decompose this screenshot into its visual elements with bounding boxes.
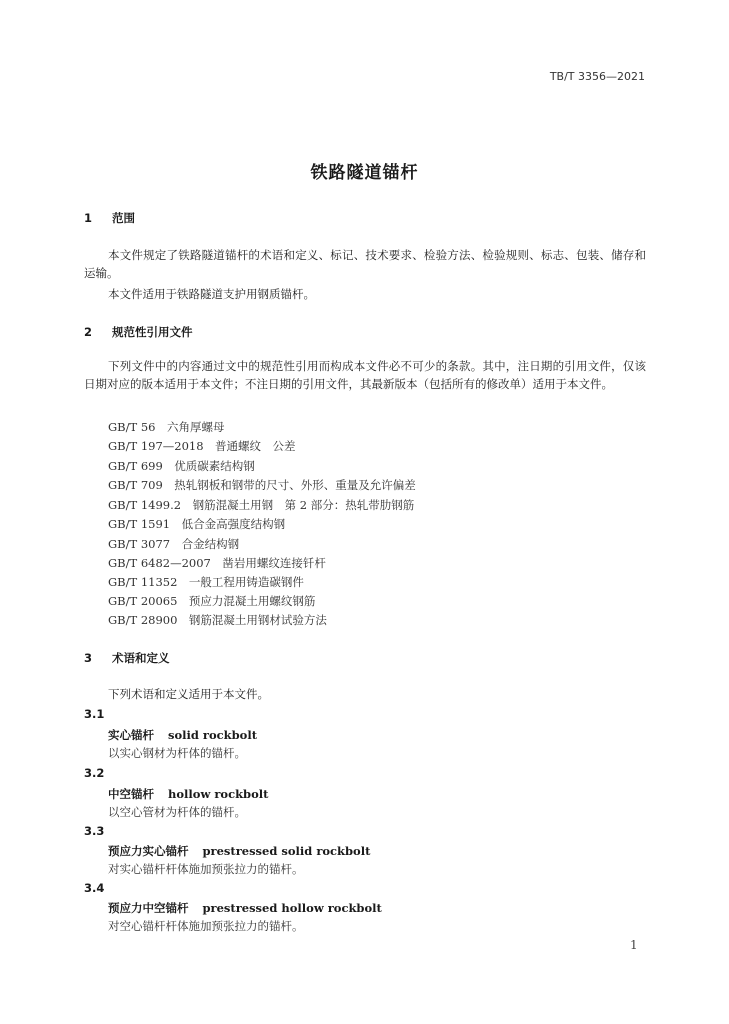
normative-references-intro: 下列文件中的内容通过文中的规范性引用而构成本文件必不可少的条款。其中，注日期的引用文件，仅该日期对应的版本适用于本文件；不注日期的引用文件，其最新版本（包括所有的修改单）适用于本文件。	[84, 359, 646, 391]
term-zh: 预应力实心锚杆	[108, 844, 189, 858]
reference-item: GB/T 699 优质碳素结构钢	[108, 459, 255, 473]
page-number: 1	[630, 938, 638, 952]
term-en: prestressed hollow rockbolt	[202, 901, 382, 915]
term-en: solid rockbolt	[168, 728, 258, 742]
term-en: hollow rockbolt	[168, 787, 269, 801]
section-number: 3	[84, 651, 93, 665]
reference-item: GB/T 197—2018 普通螺纹 公差	[108, 439, 296, 453]
term-zh: 中空锚杆	[108, 787, 154, 801]
scope-paragraph-2: 本文件适用于铁路隧道支护用钢质锚杆。	[108, 287, 315, 301]
document-title: 铁路隧道锚杆	[310, 163, 419, 183]
scope-paragraph-1: 本文件规定了铁路隧道锚杆的术语和定义、标记、技术要求、检验方法、检验规则、标志、包装、储存和运输。	[84, 248, 646, 280]
reference-item: GB/T 1499.2 钢筋混凝土用钢 第 2 部分：热轧带肋钢筋	[108, 498, 415, 512]
term-name	[108, 843, 370, 859]
term-number: 3.2	[84, 766, 105, 780]
term-definition: 对实心锚杆杆体施加预张拉力的锚杆。	[108, 862, 304, 876]
term-name	[108, 900, 382, 916]
reference-item: GB/T 56 六角厚螺母	[108, 420, 225, 434]
section-title: 范围	[112, 211, 135, 225]
section-number: 1	[84, 211, 93, 225]
terms-intro: 下列术语和定义适用于本文件。	[108, 687, 269, 701]
section-title: 术语和定义	[112, 651, 170, 665]
reference-item: GB/T 28900 钢筋混凝土用钢材试验方法	[108, 613, 327, 627]
reference-item: GB/T 1591 低合金高强度结构钢	[108, 517, 286, 531]
term-name	[108, 786, 268, 802]
reference-item: GB/T 6482—2007 凿岩用螺纹连接钎杆	[108, 556, 326, 570]
reference-item: GB/T 3077 合金结构钢	[108, 537, 240, 551]
reference-item: GB/T 20065 预应力混凝土用螺纹钢筋	[108, 594, 316, 608]
term-number: 3.3	[84, 824, 105, 838]
term-number: 3.1	[84, 707, 105, 721]
term-definition: 以空心管材为杆体的锚杆。	[108, 805, 246, 819]
term-name	[108, 727, 257, 743]
term-number: 3.4	[84, 881, 105, 895]
section-2-heading	[84, 324, 193, 340]
section-1-heading	[84, 210, 135, 226]
reference-item: GB/T 709 热轧钢板和钢带的尺寸、外形、重量及允许偏差	[108, 478, 416, 492]
section-title: 规范性引用文件	[112, 325, 193, 339]
term-definition: 对空心锚杆杆体施加预张拉力的锚杆。	[108, 919, 304, 933]
term-zh: 预应力中空锚杆	[108, 901, 189, 915]
term-definition: 以实心钢材为杆体的锚杆。	[108, 746, 246, 760]
section-3-heading	[84, 650, 170, 666]
term-zh: 实心锚杆	[108, 728, 154, 742]
standard-code: TB/T 3356—2021	[549, 70, 645, 83]
section-number: 2	[84, 325, 93, 339]
term-en: prestressed solid rockbolt	[202, 844, 371, 858]
reference-item: GB/T 11352 一般工程用铸造碳钢件	[108, 575, 304, 589]
